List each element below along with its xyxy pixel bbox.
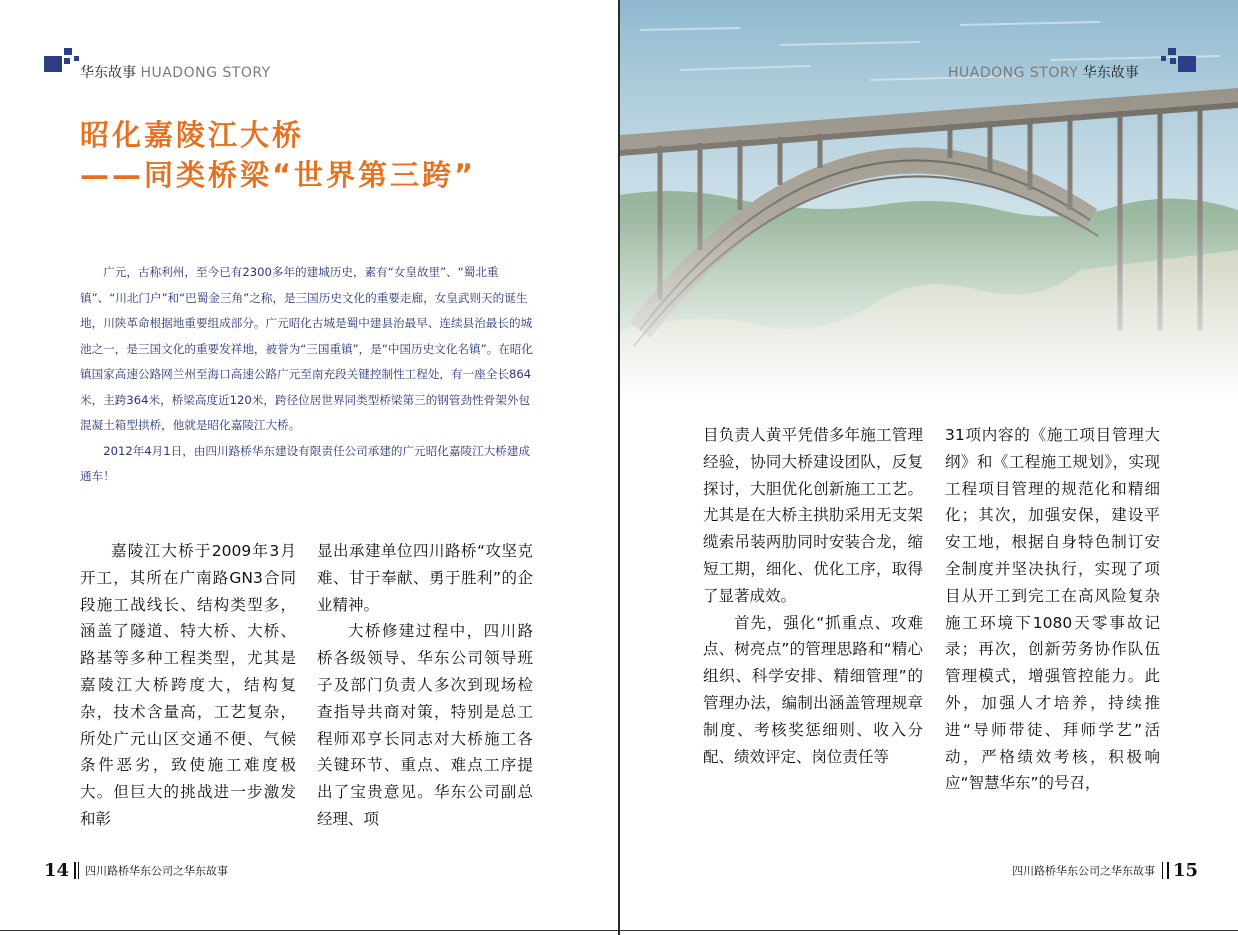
footer-divider (1162, 862, 1163, 879)
body-paragraph: 31项内容的《施工项目管理大纲》和《工程施工规划》，实现工程项目管理的规范化和精细化；其次，加强安保，建设平安工地，根据自身特色制订安全制度并坚决执行，实现了项目从开工到完工在高风险复杂施工环境下1080天零事故记录；再次，创新劳务协作队伍管理模式，增强管控能力。此外，加强人才培养，持续推进“导师带徒、拜师学艺”活动，严格绩效考核，积极响应“智慧华东”的号召， (945, 426, 1160, 793)
left-column-1 (80, 538, 296, 833)
body-paragraph: 嘉陵江大桥于2009年3月开工，其所在广南路GN3合同段施工战线长、结构类型多，涵盖了隧道、特大桥、大桥、路基等多种工程类型，尤其是嘉陵江大桥跨度大，结构复杂，技术含量高，工艺复杂，所处广元山区交通不便、气候条件恶劣，致使施工难度极大。但巨大的挑战进一步激发和彰 (80, 542, 296, 828)
footer-caption: 四川路桥华东公司之华东故事 (85, 864, 229, 878)
bridge-illustration (620, 0, 1238, 400)
intro-block (80, 260, 535, 490)
page-bottom-edge (0, 930, 1238, 931)
body-paragraph: 目负责人黄平凭借多年施工管理经验，协同大桥建设团队，反复探讨，大胆优化创新施工工艺。尤其是在大桥主拱肋采用无支架缆索吊装两肋同时安装合龙，缩短工期，细化、优化工序，取得了显著成效。 (703, 426, 923, 605)
article-title-line2: ——同类桥梁“世界第三跨” (80, 158, 477, 192)
footer-left (44, 860, 228, 881)
header-right-en: HUADONG STORY (948, 65, 1079, 81)
intro-paragraph-2: 2012年4月1日，由四川路桥华东建设有限责任公司承建的广元昭化嘉陵江大桥建成通车！ (80, 443, 531, 483)
header-left-en: HUADONG STORY (140, 65, 271, 81)
footer-caption: 四川路桥华东公司之华东故事 (1012, 864, 1155, 878)
left-column-2 (317, 538, 533, 833)
body-paragraph: 显出承建单位四川路桥“攻坚克难、甘于奉献、勇于胜利”的企业精神。 (317, 542, 533, 614)
body-paragraph: 大桥修建过程中，四川路桥各级领导、华东公司领导班子及部门负责人多次到现场检查指导共商对策，特别是总工程师邓亨长同志对大桥施工各关键环节、重点、难点工序提出了宝贵意见。华东公司副总经理、项 (317, 622, 533, 828)
article-title-line1: 昭化嘉陵江大桥 (80, 118, 305, 152)
body-paragraph: 首先，强化“抓重点、攻难点、树亮点”的管理思路和“精心组织、科学安排、精细管理”的管理办法，编制出涵盖管理规章制度、考核奖惩细则、收入分配、绩效评定、岗位责任等 (703, 613, 923, 766)
intro-paragraph-1: 广元，古称利州，至今已有2300多年的建城历史，素有“女皇故里”、“蜀北重镇”、“川北门户”和“巴蜀金三角”之称，是三国历史文化的重要走廊，女皇武则天的诞生地，川陕革命根据地重要组成部分。广元昭化古城是蜀中建县治最早、连续县治最长的城池之一，是三国文化的重要发祥地，被誉为“三国重镇”，是“中国历史文化名镇”。在昭化镇国家高速公路网兰州至海口高速公路广元至南充段关键控制性工程处，有一座全长864米，主跨364米，桥梁高度近120米，跨径位居世界同类型桥梁第三的钢管劲性骨架外包混凝土箱型拱桥，他就是昭化嘉陵江大桥。 (80, 265, 533, 432)
header-logo-icon (1160, 48, 1200, 78)
page-number: 14 (44, 860, 70, 881)
footer-divider (74, 862, 76, 879)
footer-divider (78, 862, 79, 879)
right-column-1 (703, 422, 923, 770)
right-column-2 (945, 422, 1160, 797)
footer-divider (1167, 862, 1169, 879)
header-left-cn: 华东故事 (80, 65, 136, 81)
left-page (0, 0, 618, 935)
header-left (80, 62, 271, 82)
page-number: 15 (1173, 860, 1199, 881)
footer-right (1012, 860, 1198, 881)
header-right (948, 62, 1139, 82)
right-page (620, 0, 1238, 935)
header-right-cn: 华东故事 (1082, 65, 1139, 81)
header-logo-icon (44, 48, 84, 78)
